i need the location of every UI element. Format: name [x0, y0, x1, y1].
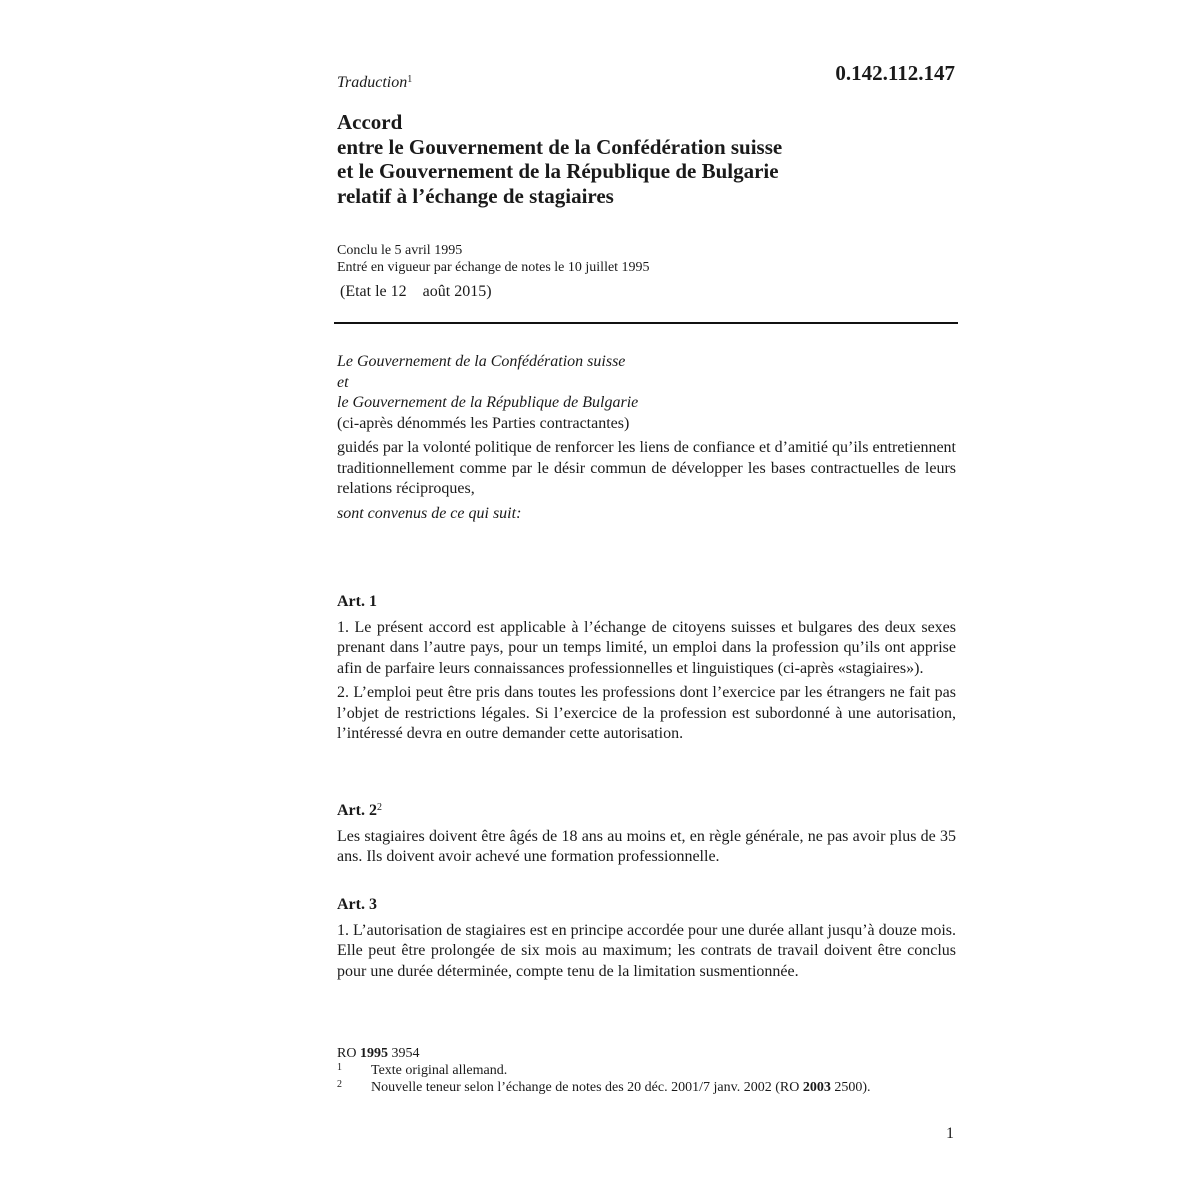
preamble — [337, 352, 956, 524]
ro-year: 1995 — [359, 1046, 388, 1061]
article-heading — [337, 798, 956, 822]
article-1 — [337, 592, 956, 749]
preamble-agreed: sont convenus de ce qui suit: — [337, 504, 522, 522]
title-line: entre le Gouvernement de la Confédération suisse — [337, 134, 783, 159]
article-paragraph: 1. L’autorisation de stagiaires est en principe accordée pour une durée allant jusqu’à douze mois. Elle peut être prolongée de six mois au maximum; les contrats de travail doivent être conclus pour une durée déterminée, compte tenu de la limitation susmentionnée. — [337, 921, 956, 980]
article-3 — [337, 895, 956, 986]
title-line: relatif à l’échange de stagiaires — [337, 183, 614, 208]
preamble-parties-note: (ci-après dénommés les Parties contractantes) — [337, 414, 630, 432]
preamble-party-1: Le Gouvernement de la Confédération suisse — [337, 353, 626, 370]
header-divider — [334, 322, 958, 324]
footnote-ref-1[interactable]: 1 — [407, 74, 413, 85]
footnote-ref-2[interactable]: 2 — [376, 802, 382, 813]
title-line: et le Gouvernement de la République de Bulgarie — [337, 159, 779, 183]
footnote-item — [337, 1079, 956, 1096]
preamble-party-2: le Gouvernement de la République de Bulgarie — [337, 394, 639, 411]
article-paragraph: 2. L’emploi peut être pris dans toutes les professions dont l’exercice par les étrangers ne fait pas l’objet de restrictions légales. Si l’exercice de la profession est subordonné à une autorisation, l’intéressé devra en outre demander cette autorisation. — [337, 684, 956, 742]
article-2 — [337, 798, 956, 872]
footnote-number: 2 — [337, 1079, 342, 1090]
article-heading-text: Art. 2 — [337, 802, 377, 819]
preamble-motivation: guidés par la volonté politique de renforcer les liens de confiance et d’amitié qu’ils entretiennent traditionnellement comme par le désir commun de développer les bases contractuelles de leurs relations réciproques, — [337, 439, 956, 497]
article-heading: Art. 1 — [337, 593, 377, 610]
ro-prefix: RO — [337, 1046, 357, 1061]
sr-number: 0.142.112.147 — [835, 61, 955, 85]
concluded-date: Conclu le 5 avril 1995 — [337, 243, 463, 258]
footnote-text: Texte original allemand. — [371, 1063, 508, 1078]
status-date: (Etat le 12 août 2015) — [340, 283, 492, 300]
translation-label-text: Traduction — [337, 74, 408, 91]
footnote-item — [337, 1062, 956, 1079]
page-number: 1 — [946, 1125, 954, 1142]
preamble-and: et — [337, 373, 349, 391]
document-metadata — [337, 242, 650, 276]
title-line: Accord — [337, 110, 403, 134]
footnote-text-after: 2500). — [834, 1080, 871, 1095]
footnote-text — [371, 1079, 956, 1096]
footnotes — [337, 1045, 956, 1096]
ro-page: 3954 — [391, 1046, 420, 1061]
translation-label — [337, 74, 412, 92]
in-force-date: Entré en vigueur par échange de notes le 10 juillet 1995 — [337, 260, 650, 275]
document-title — [337, 110, 957, 208]
article-paragraph: 1. Le présent accord est applicable à l’échange de citoyens suisses et bulgares des deux sexes prenant dans l’autre pays, pour un temps limité, un emploi dans la profession qu’ils ont apprise afin de parfaire leurs connaissances professionnelles et linguistiques (ci-après «stagiaires»). — [337, 618, 956, 677]
footnote-text-before: Nouvelle teneur selon l’échange de notes des 20 déc. 2001/7 janv. 2002 (RO — [371, 1080, 800, 1095]
article-heading: Art. 3 — [337, 896, 377, 913]
footnote-number: 1 — [337, 1062, 342, 1073]
article-paragraph: Les stagiaires doivent être âgés de 18 ans au moins et, en règle générale, ne pas avoir plus de 35 ans. Ils doivent avoir achevé une formation professionnelle. — [337, 827, 956, 865]
footnote-text-bold: 2003 — [802, 1080, 831, 1095]
ro-reference — [337, 1045, 956, 1062]
